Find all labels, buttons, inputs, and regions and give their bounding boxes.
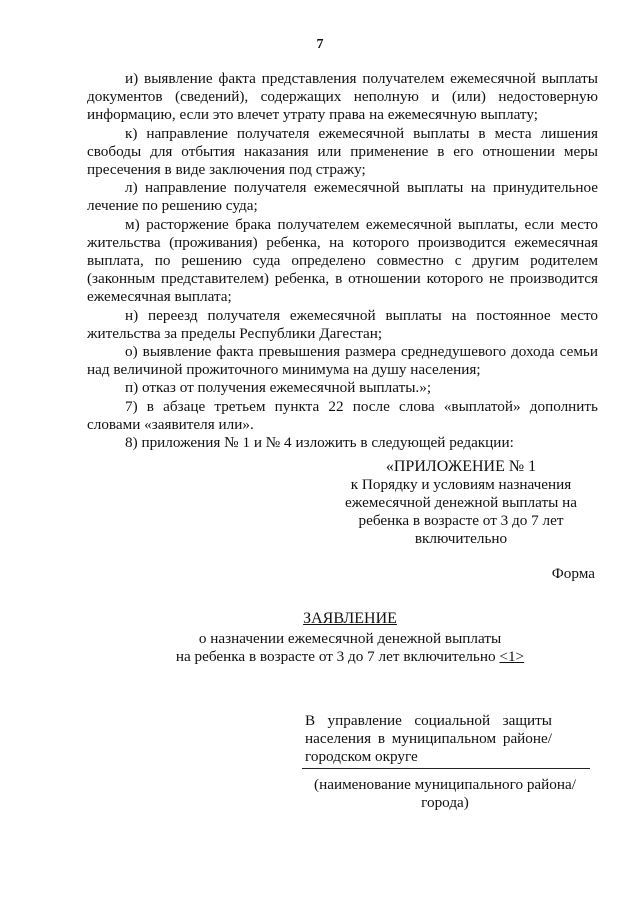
statement-subtitle-line: о назначении ежемесячной денежной выплаты bbox=[198, 630, 502, 647]
paragraph-i: и) выявление факта представления получателем ежемесячной выплаты документов (сведений), содержащих неполную и (или) недостоверную информацию, если это влечет утрату права на ежемесячную выплату; bbox=[87, 70, 598, 124]
paragraph-n: н) переезд получателя ежемесячной выплаты на постоянное место жительства за пределы Республики Дагестан; bbox=[87, 306, 598, 342]
statement-heading bbox=[140, 610, 560, 666]
paragraph-k: к) направление получателя ежемесячной выплаты в места лишения свободы для отбытия наказания или применение в его отношении меры пресечения в виде заключения под стражу; bbox=[87, 124, 598, 179]
paragraph-m: м) расторжение брака получателем ежемесячной выплаты, если место жительства (проживания) ребенка, на которого производится ежемесячная выплата, по решению суда определено совместно с другим родителем (законным представителем) ребенка, в отношении которого не производится ежемесячная выплата; bbox=[87, 215, 598, 306]
addressee-text: В управление социальной защиты населения в муниципальном районе/ городском округе bbox=[305, 712, 552, 765]
fill-in-caption bbox=[300, 776, 590, 812]
statement-subtitle-line bbox=[140, 648, 560, 666]
fill-in-line bbox=[302, 768, 590, 769]
appendix-line: к Порядку и условиям назначения bbox=[350, 476, 572, 493]
paragraph-7: 7) в абзаце третьем пункта 22 после слова «выплатой» дополнить словами «заявителя или». bbox=[87, 397, 598, 433]
paragraph-l: л) направление получателя ежемесячной выплаты на принудительное лечение по решению суда; bbox=[87, 179, 598, 215]
appendix-title: «ПРИЛОЖЕНИЕ № 1 bbox=[385, 458, 537, 475]
statement-subtitle-text: на ребенка в возрасте от 3 до 7 лет включительно bbox=[175, 648, 496, 665]
appendix-line: включительно bbox=[414, 530, 508, 547]
appendix-line: ежемесячной денежной выплаты на bbox=[345, 494, 577, 511]
appendix-heading bbox=[330, 458, 592, 548]
fill-in-caption-line: (наименование муниципального района/ bbox=[314, 776, 576, 793]
paragraph-o: о) выявление факта превышения размера среднедушевого дохода семьи над величиной прожиточного минимума на душу населения; bbox=[87, 343, 598, 379]
form-label: Форма bbox=[551, 565, 595, 582]
page-number: 7 bbox=[316, 37, 324, 52]
footnote-ref[interactable]: <1> bbox=[499, 648, 525, 665]
paragraph-8: 8) приложения № 1 и № 4 изложить в следующей редакции: bbox=[125, 434, 514, 452]
appendix-line: ребенка в возрасте от 3 до 7 лет bbox=[358, 512, 564, 529]
statement-title: ЗАЯВЛЕНИЕ bbox=[303, 610, 397, 627]
body-text bbox=[87, 70, 598, 452]
fill-in-caption-line: города) bbox=[421, 794, 469, 811]
paragraph-p: п) отказ от получения ежемесячной выплаты.»; bbox=[125, 379, 432, 397]
